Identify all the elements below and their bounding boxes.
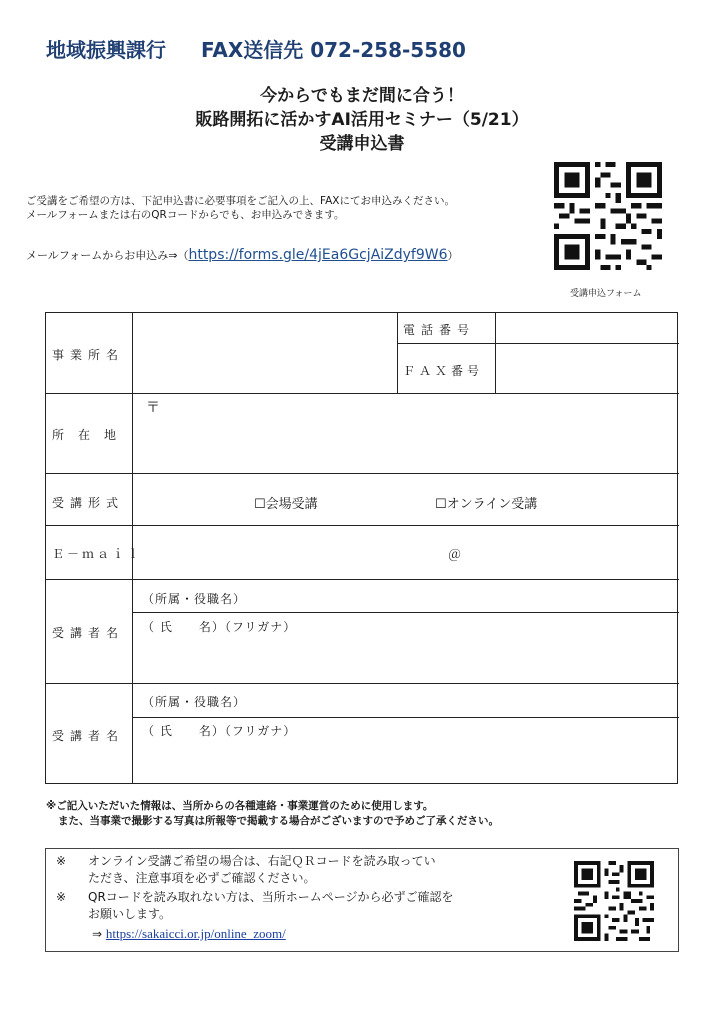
label-attendee-2: 受講者名 xyxy=(52,729,125,743)
option-venue[interactable]: ☐会場受講 xyxy=(254,497,318,512)
label-address: 所在地 xyxy=(52,428,131,442)
title-line1: 今からでもまだ間に合う！ xyxy=(260,86,464,106)
box-line1: オンライン受講ご希望の場合は、右記ＱＲコードを読み取ってい xyxy=(88,854,436,868)
option-online[interactable]: ☐オンライン受講 xyxy=(435,497,538,512)
attendee-2-affiliation: （所属・役職名） xyxy=(142,695,247,709)
postal-mark: 〒 xyxy=(146,400,161,416)
box-line2: ただき、注意事項を必ずご確認ください。 xyxy=(88,871,316,885)
attendee-1-name: （ 氏 名）（フリガナ） xyxy=(142,620,297,634)
box-line4: お願いします。 xyxy=(88,907,172,921)
mailform-link[interactable]: https://forms.gle/4jEa6GcjAiZdyf9W6 xyxy=(188,247,448,263)
qr-code-icon xyxy=(574,861,654,941)
notes-line2: また、当事業で撮影する写真は所報等で掲載する場合がございますので予めご了承ください。 xyxy=(58,815,499,827)
box-mark-1: ※ xyxy=(56,854,67,868)
attendee-2-name: （ 氏 名）（フリガナ） xyxy=(142,724,297,738)
mailform-line xyxy=(26,247,459,263)
mailform-prefix: メールフォームからお申込み⇒（ xyxy=(26,249,189,262)
title-line2: 販路開拓に活かすAI活用セミナー（5/21） xyxy=(195,110,529,130)
intro-line1: ご受講をご希望の方は、下記申込書に必要事項をご記入の上、FAXにてお申込みください。 xyxy=(26,195,455,207)
label-phone: 電話番号 xyxy=(403,323,476,337)
online-info-box xyxy=(45,848,679,952)
application-form xyxy=(45,312,678,784)
title-line3: 受講申込書 xyxy=(319,134,405,154)
email-at-mark: ＠ xyxy=(448,548,462,563)
header-fax: FAX送信先 072-258-5580 xyxy=(200,38,466,62)
header-dept: 地域振興課行 xyxy=(46,38,166,62)
label-company: 事業所名 xyxy=(52,348,125,362)
page-title xyxy=(0,84,724,156)
privacy-notes xyxy=(46,799,499,829)
mailform-suffix: ） xyxy=(447,249,459,262)
label-email: Ｅ－ｍａｉｌ xyxy=(52,547,143,561)
qr-code-icon xyxy=(554,162,662,270)
label-format: 受講形式 xyxy=(52,496,125,510)
intro-text xyxy=(26,194,455,222)
notes-line1: ※ご記入いただいた情報は、当所からの各種連絡・事業運営のために使用します。 xyxy=(46,800,434,812)
intro-line2: メールフォームまたは右のQRコードからでも、お申込みできます。 xyxy=(26,209,345,221)
box-line3: QRコードを読み取れない方は、当所ホームページから必ずご確認を xyxy=(88,890,454,904)
online-zoom-link[interactable]: https://sakaicci.or.jp/online_zoom/ xyxy=(105,926,286,941)
box-arrow: ⇒ xyxy=(92,927,103,941)
label-fax: ＦＡＸ番号 xyxy=(403,364,484,378)
qr-label: 受講申込フォーム xyxy=(570,289,642,299)
box-mark-2: ※ xyxy=(56,890,67,904)
label-attendee-1: 受講者名 xyxy=(52,626,125,640)
attendee-1-affiliation: （所属・役職名） xyxy=(142,592,247,606)
header xyxy=(46,34,466,63)
